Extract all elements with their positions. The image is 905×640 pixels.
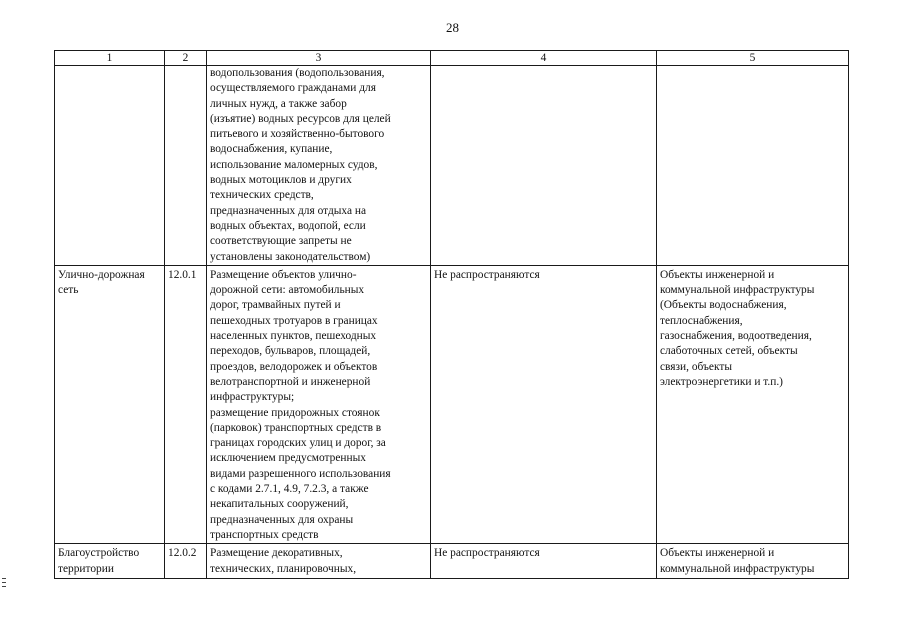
table-row	[55, 66, 849, 266]
margin-mark	[2, 586, 6, 587]
cell-restrictions: Не распространяются	[431, 265, 657, 543]
page-number: 28	[446, 20, 459, 35]
margin-mark	[2, 582, 6, 583]
cell-use-code: 12.0.1	[165, 265, 207, 543]
table-row	[55, 544, 849, 579]
header-col-3: 3	[207, 51, 431, 66]
header-col-1: 1	[55, 51, 165, 66]
cell-auxiliary-uses: Объекты инженерной и коммунальной инфраструктуры	[657, 544, 849, 579]
cell-auxiliary-uses: Объекты инженерной и коммунальной инфраструктуры (Объекты водоснабжения, теплоснабжения, газоснабжения, водоотведения, слаботочных сетей, объекты связи, объекты электроэнергетики и т.п.)	[657, 265, 849, 543]
cell-use-code: 12.0.2	[165, 544, 207, 579]
margin-mark	[2, 578, 6, 579]
margin-marks	[2, 578, 7, 590]
table-header-row	[55, 51, 849, 66]
cell-use-name: Благоустройство территории	[55, 544, 165, 579]
cell-use-code	[165, 66, 207, 266]
cell-use-description: Размещение декоративных, технических, планировочных,	[207, 544, 431, 579]
cell-restrictions: Не распространяются	[431, 544, 657, 579]
header-col-2: 2	[165, 51, 207, 66]
cell-use-description: Размещение объектов улично- дорожной сети: автомобильных дорог, трамвайных путей и пешеходных тротуаров в границах населенных пунктов, пешеходных переходов, бульваров, площадей, проездов, велодорожек и объектов велотранспортной и инженерной инфраструктуры; размещение придорожных стоянок (парковок) транспортных средств в границах городских улиц и дорог, за исключением предусмотренных видами разрешенного использования с кодами 2.7.1, 4.9, 7.2.3, а также некапитальных сооружений, предназначенных для охраны транспортных средств	[207, 265, 431, 543]
cell-use-name: Улично-дорожная сеть	[55, 265, 165, 543]
cell-restrictions	[431, 66, 657, 266]
table-row	[55, 265, 849, 543]
land-use-table	[54, 50, 849, 579]
cell-auxiliary-uses	[657, 66, 849, 266]
header-col-4: 4	[431, 51, 657, 66]
cell-use-description: водопользования (водопользования, осуществляемого гражданами для личных нужд, а также забор (изъятие) водных ресурсов для целей питьевого и хозяйственно-бытового водоснабжения, купание, использование маломерных судов, водных мотоциклов и других технических средств, предназначенных для отдыха на водных объектах, водопой, если соответствующие запреты не установлены законодательством)	[207, 66, 431, 266]
cell-use-name	[55, 66, 165, 266]
header-col-5: 5	[657, 51, 849, 66]
